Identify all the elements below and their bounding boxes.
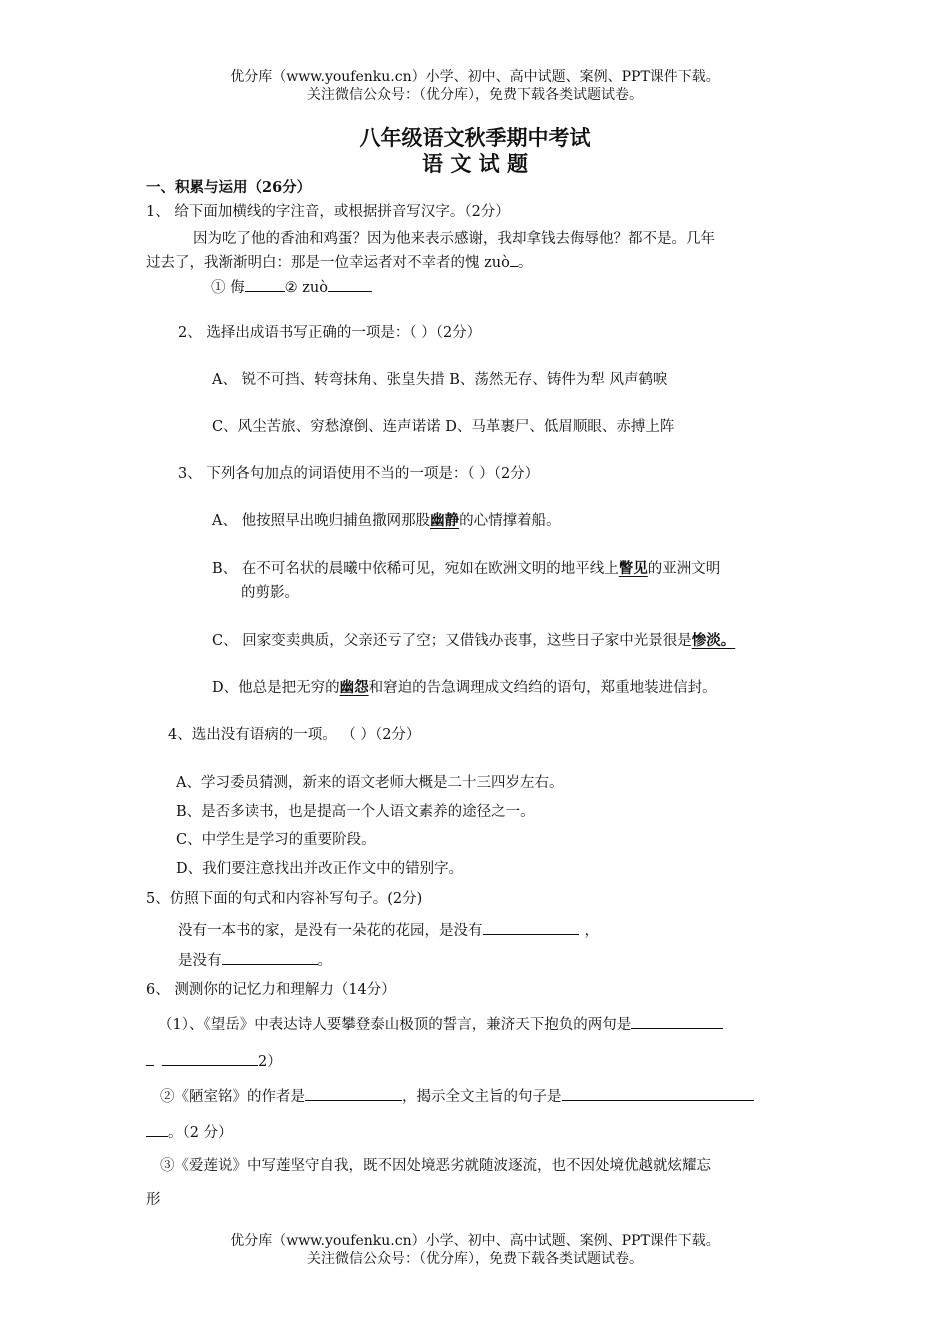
q3-d-word: 幽怨 <box>339 679 369 696</box>
q4-option-b: B、是否多读书，也是提高一个人语文素养的途径之一。 <box>176 804 535 820</box>
q6-part3-cont: 形 <box>146 1192 161 1208</box>
q5-line1-end: ， <box>584 923 599 939</box>
q5-line1-text: 没有一本书的家，是没有一朵花的花园，是没有 <box>178 923 483 939</box>
exam-title: 八年级语文秋季期中考试 <box>359 125 591 150</box>
q5-line2 <box>178 949 332 971</box>
q3-option-c <box>212 631 735 651</box>
q1-passage-end: 。 <box>517 255 533 271</box>
q6-part1 <box>158 1013 723 1035</box>
q5-blank2[interactable] <box>222 949 318 965</box>
q1-blank2-label: ② zuò <box>284 280 328 296</box>
q4-option-c: C、中学生是学习的重要阶段。 <box>176 832 376 848</box>
q1-passage-line2 <box>146 251 532 273</box>
q6-part1-end: 2） <box>258 1054 282 1070</box>
q6-stem: 6、 测测你的记忆力和理解力（14分） <box>146 982 396 998</box>
footer-line-1: 优分库（www.youfenku.cn）小学、初中、高中试题、案例、PPT课件下载。 <box>230 1233 720 1249</box>
q4-option-a: A、学习委员猜测，新来的语文老师大概是二十三四岁左右。 <box>176 775 564 791</box>
q4-option-d: D、我们要注意找出并改正作文中的错别字。 <box>176 861 464 877</box>
q6-part2-blank2-cont[interactable] <box>146 1121 168 1137</box>
q5-line1 <box>178 919 599 941</box>
q3-d-text: D、他总是把无穷的 <box>212 680 340 696</box>
q1-inline-blank[interactable] <box>510 251 518 267</box>
q3-b-text: B、 在不可名状的晨曦中依稀可见，宛如在欧洲文明的地平线上 <box>212 561 619 577</box>
q6-part2 <box>160 1085 754 1107</box>
q6-part2-cont <box>146 1121 233 1143</box>
q4-stem: 4、选出没有语病的一项。 （ ）（2分） <box>168 727 421 743</box>
q3-b-word: 瞥见 <box>618 560 648 577</box>
q3-c-text: C、 回家变卖典质，父亲还亏了空；又借钱办丧事，这些日子家中光景很是 <box>212 633 692 649</box>
q3-option-d <box>212 678 717 698</box>
q1-passage-line1: 因为吃了他的香油和鸡蛋？因为他来表示感谢，我却拿钱去侮辱他？都不是。几年 <box>193 231 715 247</box>
q6-part2-blank2[interactable] <box>562 1085 754 1101</box>
q3-option-a <box>212 511 561 531</box>
q3-c-word: 惨淡。 <box>691 632 736 649</box>
q3-b-text-end: 的亚洲文明 <box>647 561 721 577</box>
q1-blank1-label: ① 侮 <box>211 280 245 296</box>
q1-blank1[interactable] <box>245 276 285 292</box>
q2-option-ab: A、 锐不可挡、转弯抹角、张皇失措 B、荡然无存、铸件为犁 风声鹤唳 <box>212 372 668 388</box>
q1-passage-text: 过去了，我渐渐明白：那是一位幸运者对不幸者的愧 zuò <box>146 255 510 271</box>
q6-part1-text: （1）、《望岳》中表达诗人要攀登泰山极顶的誓言，兼济天下抱负的两句是 <box>158 1017 632 1033</box>
header-line-1: 优分库（www.youfenku.cn）小学、初中、高中试题、案例、PPT课件下载。 <box>230 69 720 85</box>
q5-blank1[interactable] <box>483 919 579 935</box>
exam-subtitle: 语 文 试 题 <box>422 151 528 176</box>
q1-stem: 1、 给下面加横线的字注音，或根据拼音写汉字。（2分） <box>146 204 510 220</box>
q5-line2-text: 是没有 <box>178 953 222 969</box>
q3-option-b <box>212 559 720 579</box>
q3-a-text: A、 他按照早出晚归捕鱼撒网那股 <box>212 513 431 529</box>
q6-part1-blank[interactable] <box>631 1013 723 1029</box>
q5-line2-end: 。 <box>317 953 332 969</box>
footer-line-2: 关注微信公众号：（优分库），免费下载各类试题试卷。 <box>307 1251 643 1267</box>
q1-blank2[interactable] <box>328 276 372 292</box>
q5-stem: 5、仿照下面的句式和内容补写句子。(2分) <box>146 891 423 907</box>
q6-part1-blank-2[interactable] <box>162 1050 258 1066</box>
q1-answer-line <box>211 276 372 298</box>
q2-option-cd: C、风尘苦旅、穷愁潦倒、连声诺诺 D、马革裹尸、低眉顺眼、赤搏上阵 <box>212 419 675 435</box>
q6-part2-text-a: ②《陋室铭》的作者是 <box>160 1089 305 1105</box>
q6-part1-blank-cont[interactable] <box>146 1050 154 1066</box>
q6-part2-blank1[interactable] <box>305 1085 402 1101</box>
q3-d-text-end: 和窘迫的告急调理成文绉绉的语句，郑重地装进信封。 <box>368 680 717 696</box>
header-line-2: 关注微信公众号：（优分库），免费下载各类试题试卷。 <box>307 87 643 103</box>
section-heading: 一、积累与运用（26分） <box>146 179 312 196</box>
q3-a-text-end: 的心情撑着船。 <box>459 513 561 529</box>
q6-part1-cont <box>146 1050 282 1072</box>
q6-part2-text-b: ，揭示全文主旨的句子是 <box>402 1089 562 1105</box>
q3-a-word: 幽静 <box>430 512 460 529</box>
q2-stem: 2、 选择出成语书写正确的一项是：（ ）（2分） <box>178 325 482 341</box>
q3-stem: 3、 下列各句加点的词语使用不当的一项是：（ ）（2分） <box>178 466 540 482</box>
q6-part3: ③《爱莲说》中写莲坚守自我，既不因处境恶劣就随波逐流，也不因处境优越就炫耀忘 <box>160 1158 711 1174</box>
q3-option-b-cont: 的剪影。 <box>241 585 299 601</box>
q6-part2-end: 。（2 分） <box>168 1125 233 1141</box>
